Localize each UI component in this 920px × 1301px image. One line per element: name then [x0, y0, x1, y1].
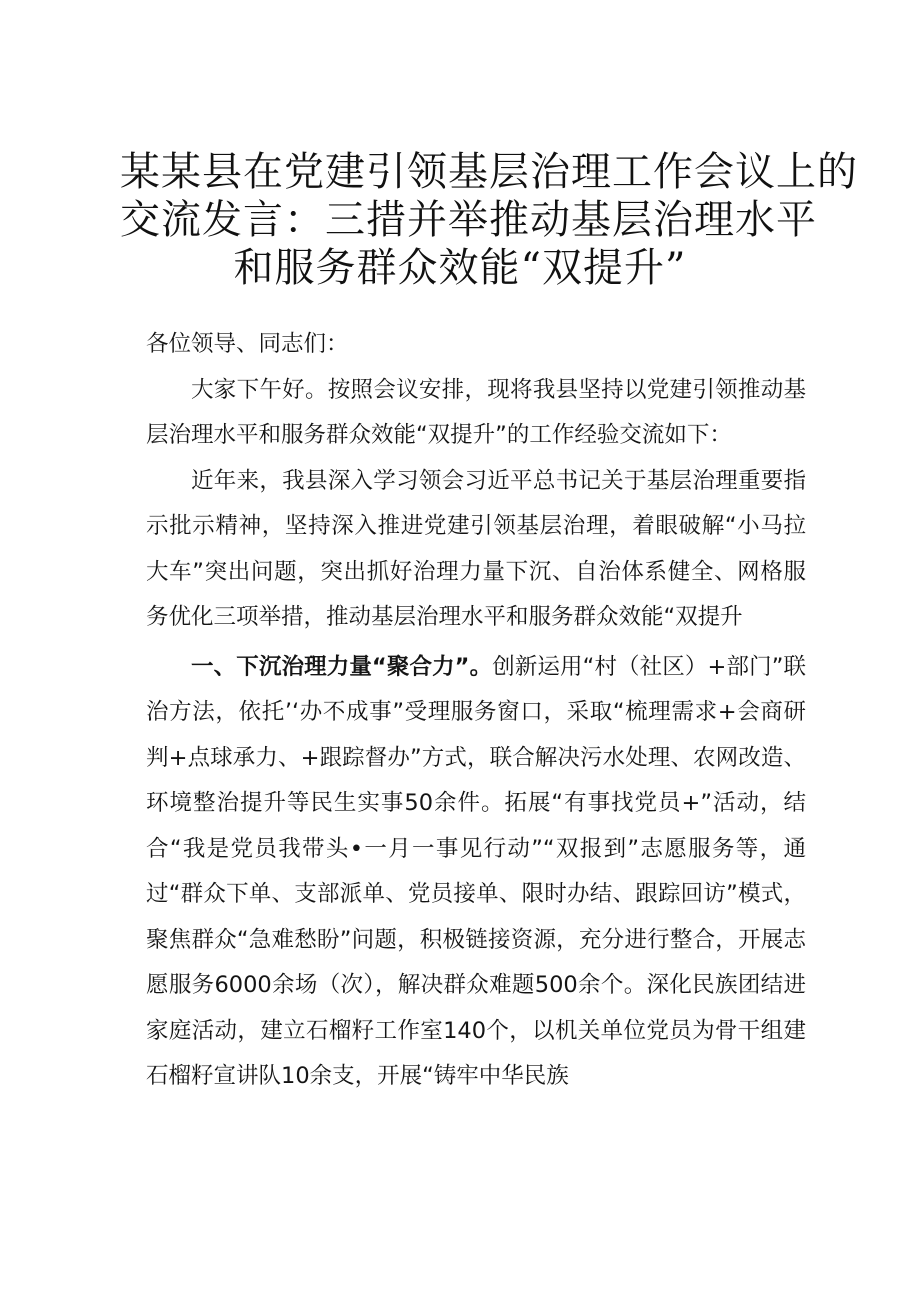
- section-1-heading: 一、下沉治理力量“聚合力”。: [191, 653, 493, 680]
- document-body: [146, 322, 806, 1100]
- title-line-3: 和服务群众效能“双提升”: [233, 245, 687, 291]
- paragraph-overview: 近年来，我县深入学习领会习近平总书记关于基层治理重要指示批示精神，坚持深入推进党建引领基层治理，着眼破解“小马拉大车”突出问题，突出抓好治理力量下沉、自治体系健全、网格服务优化三项举措，推动基层治理水平和服务群众效能“双提升: [146, 467, 806, 630]
- section-1-text: 创新运用“村（社区）+部门”联治方法，依托’‘办不成事”受理服务窗口，采取“梳理需求+会商研判+点球承力、+跟踪督办”方式，联合解决污水处理、农网改造、环境整治提升等民生实事50余件。拓展“有事找党员+”活动，结合“我是党员我带头•一月一事见行动”“双报到”志愿服务等，通过“群众下单、支部派单、党员接单、限时办结、跟踪回访”模式，聚焦群众“急难愁盼”问题，积极链接资源，充分进行整合，开展志愿服务6000余场（次），解决群众难题500余个。深化民族团结进家庭活动，建立石榴籽工作室140个，以机关单位党员为骨干组建石榴籽宣讲队10余支，开展“铸牢中华民族: [146, 653, 806, 1089]
- paragraph-section-1: [146, 645, 806, 1100]
- document-title: [120, 148, 858, 292]
- title-line-1: 某某县在党建引领基层治理工作会议上的: [120, 149, 858, 195]
- paragraph-greeting: 大家下午好。按照会议安排，现将我县坚持以党建引领推动基层治理水平和服务群众效能“双提升”的工作经验交流如下：: [146, 376, 806, 448]
- title-line-2: 交流发言：三措并举推动基层治理水平: [120, 197, 817, 243]
- salutation: 各位领导、同志们：: [146, 331, 349, 357]
